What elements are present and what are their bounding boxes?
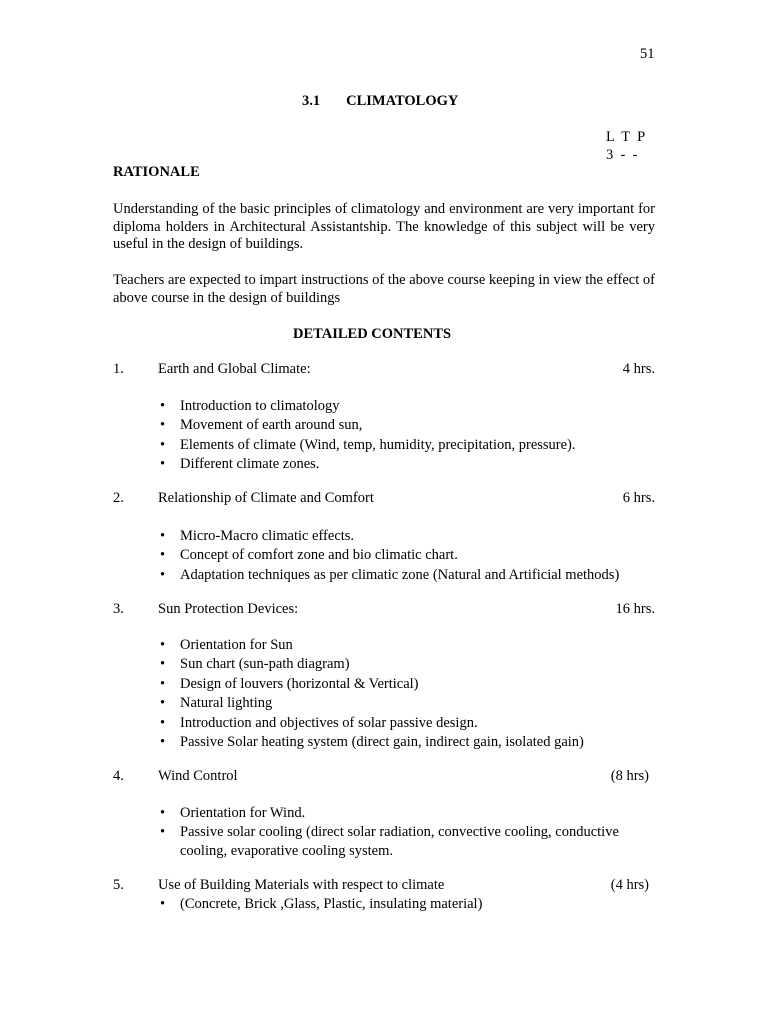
- bullet-icon: •: [160, 436, 166, 453]
- section-hours: 4 hrs.: [622, 361, 655, 377]
- section-number: 1.: [113, 361, 124, 377]
- list-item: • Orientation for Sun: [159, 636, 659, 655]
- section-title: Sun Protection Devices:: [158, 601, 299, 617]
- list-item: • Elements of climate (Wind, temp, humidity, precipitation, pressure).: [159, 436, 659, 455]
- rationale-paragraph: Teachers are expected to impart instructions of the above course keeping in view the effect of above course in the design of buildings: [113, 272, 655, 306]
- section-topic-list: [159, 636, 659, 752]
- section-hours: (8 hrs): [610, 768, 649, 784]
- section-hours: 16 hrs.: [615, 601, 655, 617]
- list-item: • Introduction to climatology: [159, 397, 659, 416]
- course-heading: [302, 93, 458, 110]
- list-item: • Concept of comfort zone and bio climatic chart.: [159, 546, 659, 565]
- section-title: Use of Building Materials with respect to climate: [158, 877, 445, 893]
- ltp-header: L T P: [606, 129, 646, 145]
- section-number: 2.: [113, 490, 124, 506]
- bullet-icon: •: [160, 417, 166, 434]
- bullet-icon: •: [160, 824, 166, 841]
- list-item: • Movement of earth around sun,: [159, 416, 659, 435]
- bullet-icon: •: [160, 398, 166, 414]
- rationale-paragraph: Understanding of the basic principles of climatology and environment are very important for diploma holders in Architectural Assistantship. The knowledge of this subject will be very useful in the design of buildings.: [113, 201, 655, 252]
- bullet-icon: •: [160, 637, 166, 653]
- section-title: Wind Control: [158, 768, 238, 784]
- bullet-icon: •: [160, 566, 166, 583]
- section-topic-list: [159, 804, 659, 860]
- bullet-icon: •: [160, 675, 166, 692]
- list-item: • Natural lighting: [159, 694, 659, 713]
- detailed-contents-heading: DETAILED CONTENTS: [293, 326, 452, 342]
- section-topic-list: [159, 895, 659, 914]
- list-item: • Passive Solar heating system (direct gain, indirect gain, isolated gain): [159, 733, 659, 752]
- list-item: • Introduction and objectives of solar passive design.: [159, 714, 659, 733]
- bullet-icon: •: [160, 896, 166, 912]
- section-hours: 6 hrs.: [622, 490, 655, 506]
- section-heading: [113, 601, 655, 619]
- list-item: • Passive solar cooling (direct solar radiation, convective cooling, conductive cooling, evaporative cooling system.: [160, 824, 619, 859]
- bullet-icon: •: [160, 714, 166, 731]
- section-heading: [113, 877, 655, 895]
- section-heading: [113, 361, 655, 379]
- list-item: • Orientation for Wind.: [159, 804, 659, 823]
- section-hours: (4 hrs): [610, 877, 649, 893]
- list-item: • Micro-Macro climatic effects.: [159, 527, 659, 546]
- list-item: • Different climate zones.: [159, 455, 659, 474]
- section-topic-list: [159, 527, 659, 585]
- section-number: 3.: [113, 601, 124, 617]
- bullet-icon: •: [160, 656, 166, 673]
- section-heading: [113, 768, 655, 786]
- section-heading: [113, 490, 655, 508]
- course-title: CLIMATOLOGY: [346, 93, 459, 109]
- section-title: Relationship of Climate and Comfort: [158, 490, 374, 506]
- bullet-icon: •: [160, 734, 166, 751]
- bullet-icon: •: [160, 695, 166, 712]
- bullet-icon: •: [160, 456, 166, 473]
- section-number: 4.: [113, 768, 124, 784]
- page-number: 51: [640, 46, 655, 62]
- bullet-icon: •: [160, 528, 166, 544]
- bullet-icon: •: [160, 547, 166, 564]
- course-code: 3.1: [302, 93, 321, 109]
- section-number: 5.: [113, 877, 124, 893]
- list-item: • (Concrete, Brick ,Glass, Plastic, insulating material): [159, 895, 659, 914]
- ltp-values: 3 - -: [606, 147, 638, 163]
- section-topic-list: [159, 397, 659, 475]
- list-item: • Sun chart (sun-path diagram): [159, 655, 659, 674]
- list-item: • Design of louvers (horizontal & Vertical): [159, 675, 659, 694]
- section-title: Earth and Global Climate:: [158, 361, 311, 377]
- list-item: • Adaptation techniques as per climatic zone (Natural and Artificial methods): [159, 566, 659, 585]
- rationale-heading: RATIONALE: [113, 164, 200, 180]
- bullet-icon: •: [160, 805, 166, 821]
